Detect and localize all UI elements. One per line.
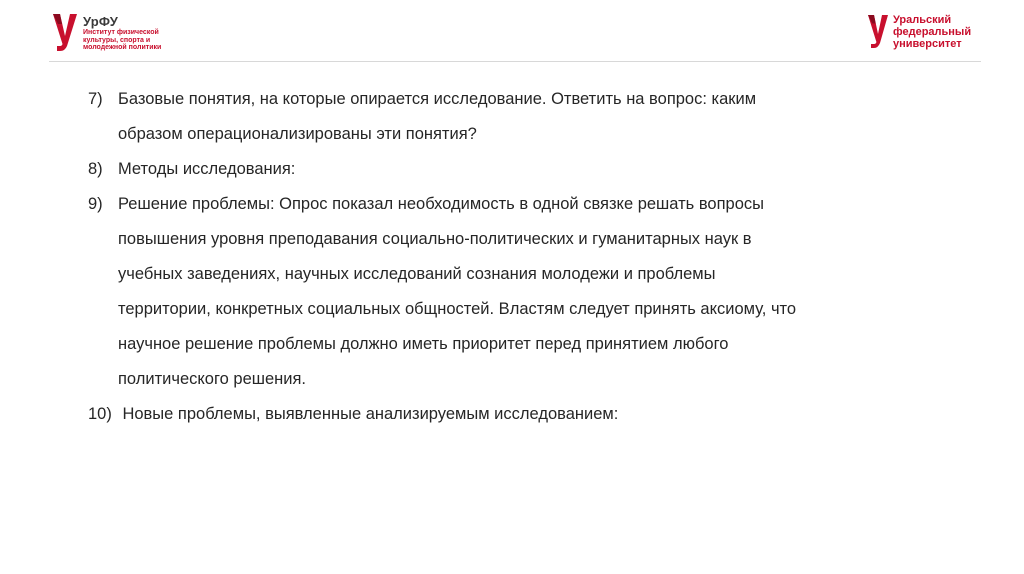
university-name-line: Уральский [893, 14, 952, 26]
list-item-text: Методы исследования: [118, 160, 296, 178]
urfu-university-logo [867, 13, 987, 53]
list-item [88, 152, 808, 187]
logo-brand-text: УрФУ [83, 14, 119, 29]
list-item [88, 397, 808, 432]
urfu-emblem-icon [52, 12, 78, 52]
slide-content [88, 82, 808, 432]
list-item-text: Новые проблемы, выявленные анализируемым исследованием: [122, 405, 619, 423]
list-item-text: Решение проблемы: Опрос показал необходимость в одной связке решать вопросы повышения уровня преподавания социально-политических и гуманитарных наук в учебных заведениях, научных исследований сознания молодежи и проблемы территории, конкретных социальных общностей. Властям следует принять аксиому, что научное решение проблемы должно иметь приоритет перед принятием любого политического решения. [118, 195, 797, 388]
list-item [88, 187, 808, 397]
list-item-number: 8) [88, 160, 103, 178]
header-divider [49, 61, 981, 62]
logo-institute-line: Институт физической [83, 29, 159, 36]
list-item-number: 10) [88, 405, 112, 423]
slide-header [0, 0, 1024, 62]
list-item [88, 82, 808, 152]
logo-institute-line: культуры, спорта и [83, 36, 151, 44]
logo-institute-line: молодежной политики [83, 44, 162, 51]
university-name-line: федеральный [893, 26, 972, 38]
university-name [893, 14, 971, 50]
list-item-text: Базовые понятия, на которые опирается исследование. Ответить на вопрос: каким образом операционализированы эти понятия? [118, 90, 757, 143]
list-item-number: 7) [88, 90, 103, 108]
urfu-institute-logo [52, 12, 192, 56]
urfu-emblem-icon [867, 13, 889, 49]
university-name-line: университет [893, 38, 962, 50]
list-item-number: 9) [88, 195, 103, 213]
logo-institute-name [83, 29, 213, 52]
